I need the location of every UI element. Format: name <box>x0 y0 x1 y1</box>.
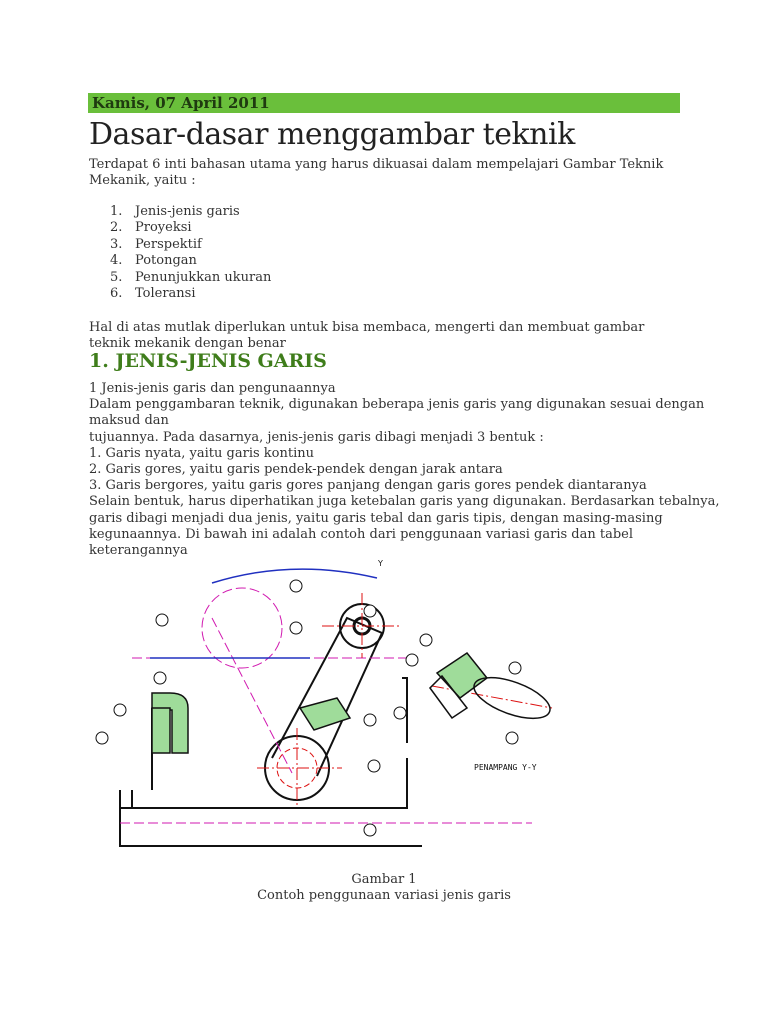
body-line: 3. Garis bergores, yaitu garis gores panjang dengan garis gores pendek diantaranya <box>89 478 647 494</box>
axis-label: Y <box>378 559 383 568</box>
body-line: 1 Jenis-jenis garis dan pengunaannya <box>89 381 336 396</box>
body-line: 1. Garis nyata, yaitu garis kontinu <box>89 445 314 461</box>
note-paragraph: Hal di atas mutlak diperlukan untuk bisa membaca, mengerti dan membuat gambar teknik mekanik dengan benar <box>89 320 645 351</box>
date-text: Kamis, 07 April 2011 <box>92 94 270 112</box>
topic-list <box>110 204 271 302</box>
body-line: garis dibagi menjadi dua jenis, yaitu garis tebal dan garis tipis, dengan masing-masing <box>89 510 663 526</box>
intro-paragraph: Terdapat 6 inti bahasan utama yang harus dikuasai dalam mempelajari Gambar Teknik Mekanik, yaitu : <box>89 157 664 188</box>
body-text <box>89 381 720 559</box>
body-line: kegunaannya. Di bawah ini adalah contoh dari penggunaan variasi garis dan tabel <box>89 526 634 542</box>
body-line: Selain bentuk, harus diperhatikan juga ketebalan garis yang digunakan. Berdasarkan tebalnya, <box>89 494 720 510</box>
date-header <box>88 93 680 113</box>
body-line: maksud dan <box>89 413 169 429</box>
list-item: 5. Penunjukkan ukuran <box>110 269 272 285</box>
body-line: keterangannya <box>89 543 188 559</box>
technical-drawing <box>92 558 554 870</box>
list-item: 3. Perspektif <box>110 236 202 252</box>
figure-caption-text: Contoh penggunaan variasi jenis garis <box>257 888 511 903</box>
section-heading: 1. JENIS-JENIS GARIS <box>89 350 327 372</box>
list-item: 4. Potongan <box>110 253 197 269</box>
list-item: 6. Toleransi <box>110 286 196 302</box>
list-item: 1. Jenis-jenis garis <box>110 204 240 219</box>
figure-caption-number: Gambar 1 <box>351 872 417 887</box>
body-line: 2. Garis gores, yaitu garis pendek-pendek dengan jarak antara <box>89 462 503 478</box>
section-label: PENAMPANG Y-Y <box>474 763 537 772</box>
body-line: Dalam penggambaran teknik, digunakan beberapa jenis garis yang digunakan sesuai dengan <box>89 397 705 413</box>
list-item: 2. Proyeksi <box>110 220 192 236</box>
bracket-section <box>152 693 188 753</box>
post-title: Dasar-dasar menggambar teknik <box>89 117 575 152</box>
body-line: tujuannya. Pada dasarnya, jenis-jenis garis dibagi menjadi 3 bentuk : <box>89 429 544 445</box>
